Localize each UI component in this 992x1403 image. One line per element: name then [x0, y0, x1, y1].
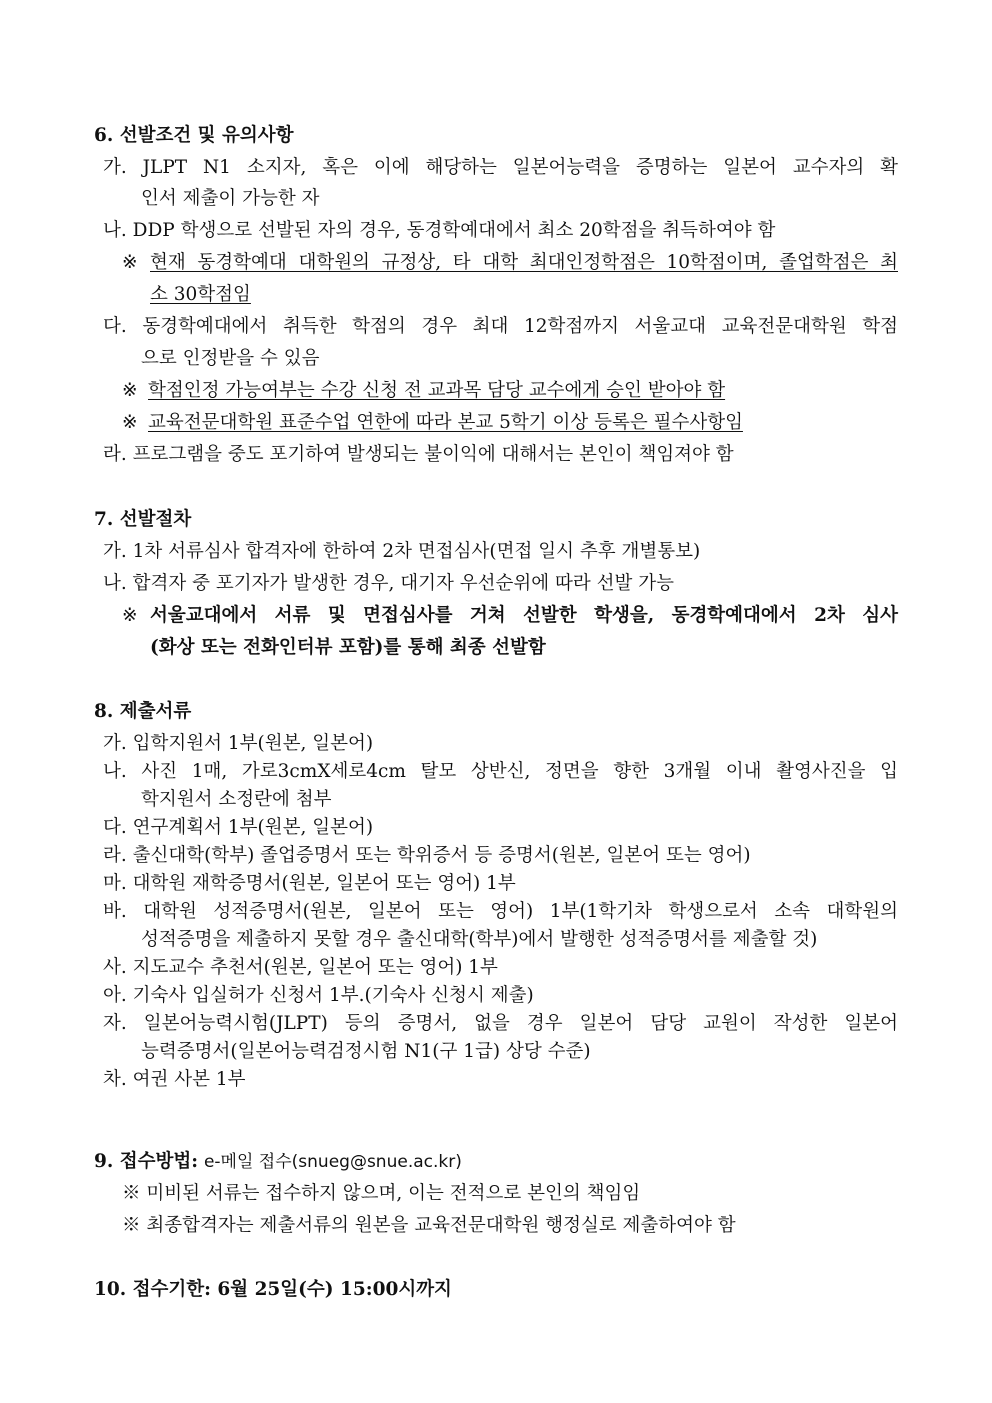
s6-note3: 교육전문대학원 표준수업 연한에 따라 본교 5학기 이상 등록은 필수사항임 [148, 412, 743, 433]
s8-item-na-line1: 나. 사진 1매, 가로3cmX세로4cm 탈모 상반신, 정면을 향한 3개월 이내 촬영사진을 입 [103, 761, 898, 782]
section-9-heading [94, 1150, 462, 1174]
submission-method-prefix: e-메일 접수( [203, 1152, 299, 1172]
section-6-title: 6. 선발조건 및 유의사항 [94, 125, 294, 146]
s8-item-cha: 차. 여권 사본 1부 [103, 1069, 246, 1090]
submission-method-suffix: ) [455, 1152, 462, 1172]
s9-note1: ※ 미비된 서류는 접수하지 않으며, 이는 전적으로 본인의 책임임 [122, 1183, 641, 1204]
s8-item-ba-line1: 바. 대학원 성적증명서(원본, 일본어 또는 영어) 1부(1학기차 학생으로서 소속 대학원의 [103, 901, 898, 922]
s6-note2: 학점인정 가능여부는 수강 신청 전 교과목 담당 교수에게 승인 받아야 함 [148, 380, 726, 401]
s8-item-na-line2: 학지원서 소정란에 첨부 [141, 789, 332, 810]
s8-item-ma: 마. 대학원 재학증명서(원본, 일본어 또는 영어) 1부 [103, 873, 516, 894]
s7-note-line2: (화상 또는 전화인터뷰 포함)를 통해 최종 선발함 [150, 637, 546, 658]
s8-item-da: 다. 연구계획서 1부(원본, 일본어) [103, 817, 374, 838]
s6-note2-mark: ※ [122, 380, 138, 401]
s6-note1-mark: ※ [122, 252, 138, 273]
section-9-title: 9. 접수방법: [94, 1151, 199, 1172]
section-10-title: 10. 접수기한: 6월 25일(수) 15:00시까지 [94, 1279, 452, 1300]
s8-item-a: 아. 기숙사 입실허가 신청서 1부.(기숙사 신청시 제출) [103, 985, 534, 1006]
s6-item-na: 나. DDP 학생으로 선발된 자의 경우, 동경학예대에서 최소 20학점을 취득하여야 함 [103, 220, 776, 241]
s6-item-ra: 라. 프로그램을 중도 포기하여 발생되는 불이익에 대해서는 본인이 책임져야 함 [103, 444, 734, 465]
s7-item-ga: 가. 1차 서류심사 합격자에 한하여 2차 면접심사(면접 일시 추후 개별통보) [103, 541, 701, 562]
s9-note2: ※ 최종합격자는 제출서류의 원본을 교육전문대학원 행정실로 제출하여야 함 [122, 1215, 736, 1236]
s6-item-da-line1: 다. 동경학예대에서 취득한 학점의 경우 최대 12학점까지 서울교대 교육전문대학원 학점 [103, 316, 898, 337]
section-7-title: 7. 선발절차 [94, 509, 192, 530]
s6-note1-line2: 소 30학점임 [150, 284, 251, 305]
s8-item-ja-line2: 능력증명서(일본어능력검정시험 N1(구 1급) 상당 수준) [141, 1041, 591, 1062]
s7-note-mark: ※ [122, 605, 138, 626]
s7-note-line1: 서울교대에서 서류 및 면접심사를 거쳐 선발한 학생을, 동경학예대에서 2차 심사 [150, 605, 898, 626]
s8-item-ja-line1: 자. 일본어능력시험(JLPT) 등의 증명서, 없을 경우 일본어 담당 교원이 작성한 일본어 [103, 1013, 898, 1034]
s8-item-sa: 사. 지도교수 추천서(원본, 일본어 또는 영어) 1부 [103, 957, 498, 978]
s8-item-ba-line2: 성적증명을 제출하지 못할 경우 출신대학(학부)에서 발행한 성적증명서를 제출할 것) [141, 929, 818, 950]
section-8-title: 8. 제출서류 [94, 701, 192, 722]
s6-note1-line1: 현재 동경학예대 대학원의 규정상, 타 대학 최대인정학점은 10학점이며, 졸업학점은 최 [150, 252, 898, 273]
s6-item-da-line2: 으로 인정받을 수 있음 [141, 348, 320, 369]
s8-item-ga: 가. 입학지원서 1부(원본, 일본어) [103, 733, 374, 754]
s6-note3-mark: ※ [122, 412, 138, 433]
s7-item-na: 나. 합격자 중 포기자가 발생한 경우, 대기자 우선순위에 따라 선발 가능 [103, 573, 674, 594]
s6-item-ga-line2: 인서 제출이 가능한 자 [141, 188, 320, 209]
submission-email-link[interactable]: snueg@snue.ac.kr [298, 1152, 456, 1172]
s8-item-ra: 라. 출신대학(학부) 졸업증명서 또는 학위증서 등 증명서(원본, 일본어 또는 영어) [103, 845, 751, 866]
s6-item-ga-line1: 가. JLPT N1 소지자, 혹은 이에 해당하는 일본어능력을 증명하는 일본어 교수자의 확 [103, 157, 898, 178]
